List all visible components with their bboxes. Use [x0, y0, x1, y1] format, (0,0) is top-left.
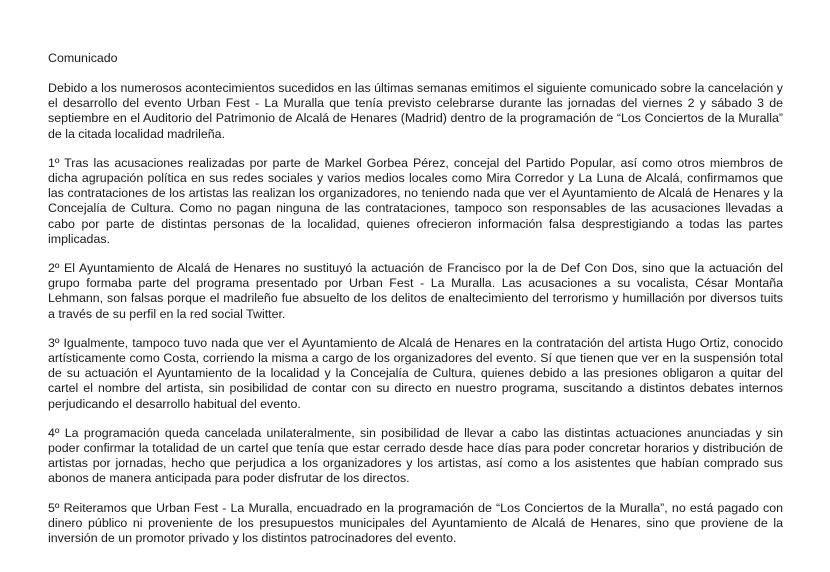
- point-4-paragraph: 4º La programación queda cancelada unilateralmente, sin posibilidad de llevar a cabo las distintas actuaciones anunciadas y sin poder confirmar la totalidad de un cartel que tenía que estar cerrado desde hace días para poder concretar horarios y distribución de artistas por jornadas, hecho que perjudica a los organizadores y los artistas, así como a los asistentes que habían comprado sus abonos de manera anticipada para poder disfrutar de los directos.: [48, 425, 783, 486]
- point-2-paragraph: 2º El Ayuntamiento de Alcalá de Henares no sustituyó la actuación de Francisco por la de Def Con Dos, sino que la actuación del grupo formaba parte del programa presentado por Urban Fest - La Muralla. Las acusaciones a su vocalista, César Montaña Lehmann, son falsas porque el madrileño fue absuelto de los delitos de enaltecimiento del terrorismo y humillación por diversos tuits a través de su perfil en la red social Twitter.: [48, 261, 783, 321]
- intro-paragraph: Debido a los numerosos acontecimientos sucedidos en las últimas semanas emitimos el siguiente comunicado sobre la cancelación y el desarrollo del evento Urban Fest - La Muralla que tenía previsto celebrarse durante las jornadas del viernes 2 y sábado 3 de septiembre en el Auditorio del Patrimonio de Alcalá de Henares (Madrid) dentro de la programación de “Los Conciertos de la Muralla” de la citada localidad madrileña.: [48, 81, 783, 141]
- point-5-paragraph: 5º Reiteramos que Urban Fest - La Muralla, encuadrado en la programación de “Los Conciertos de la Muralla”, no está pagado con dinero público ni proveniente de los presupuestos municipales del Ayuntamiento de Alcalá de Henares, sino que proviene de la inversión de un promotor privado y los distintos patrocinadores del evento.: [48, 500, 783, 546]
- document-page: [48, 51, 783, 560]
- point-3-paragraph: 3º Igualmente, tampoco tuvo nada que ver el Ayuntamiento de Alcalá de Henares en la contratación del artista Hugo Ortiz, conocido artísticamente como Costa, corriendo la misma a cargo de los organizadores del evento. Sí que tienen que ver en la suspensión total de su actuación el Ayuntamiento de la localidad y la Concejalía de Cultura, quienes debido a las presiones obligaron a quitar del cartel el nombre del artista, sin posibilidad de contar con su directo en nuestro programa, suscitando a distintos debates internos perjudicando el desarrollo habitual del evento.: [48, 335, 783, 411]
- point-1-paragraph: 1º Tras las acusaciones realizadas por parte de Markel Gorbea Pérez, concejal del Partido Popular, así como otros miembros de dicha agrupación política en sus redes sociales y varios medios locales como Mira Corredor y La Luna de Alcalá, confirmamos que las contrataciones de los artistas las realizan los organizadores, no teniendo nada que ver el Ayuntamiento de Alcalá de Henares y la Concejalía de Cultura. Como no pagan ninguna de las contrataciones, tampoco son responsables de las acusaciones llevadas a cabo por parte de distintas personas de la localidad, quienes ofrecieron información falsa desprestigiando a todas las partes implicadas.: [48, 155, 783, 246]
- document-title: Comunicado: [48, 51, 118, 65]
